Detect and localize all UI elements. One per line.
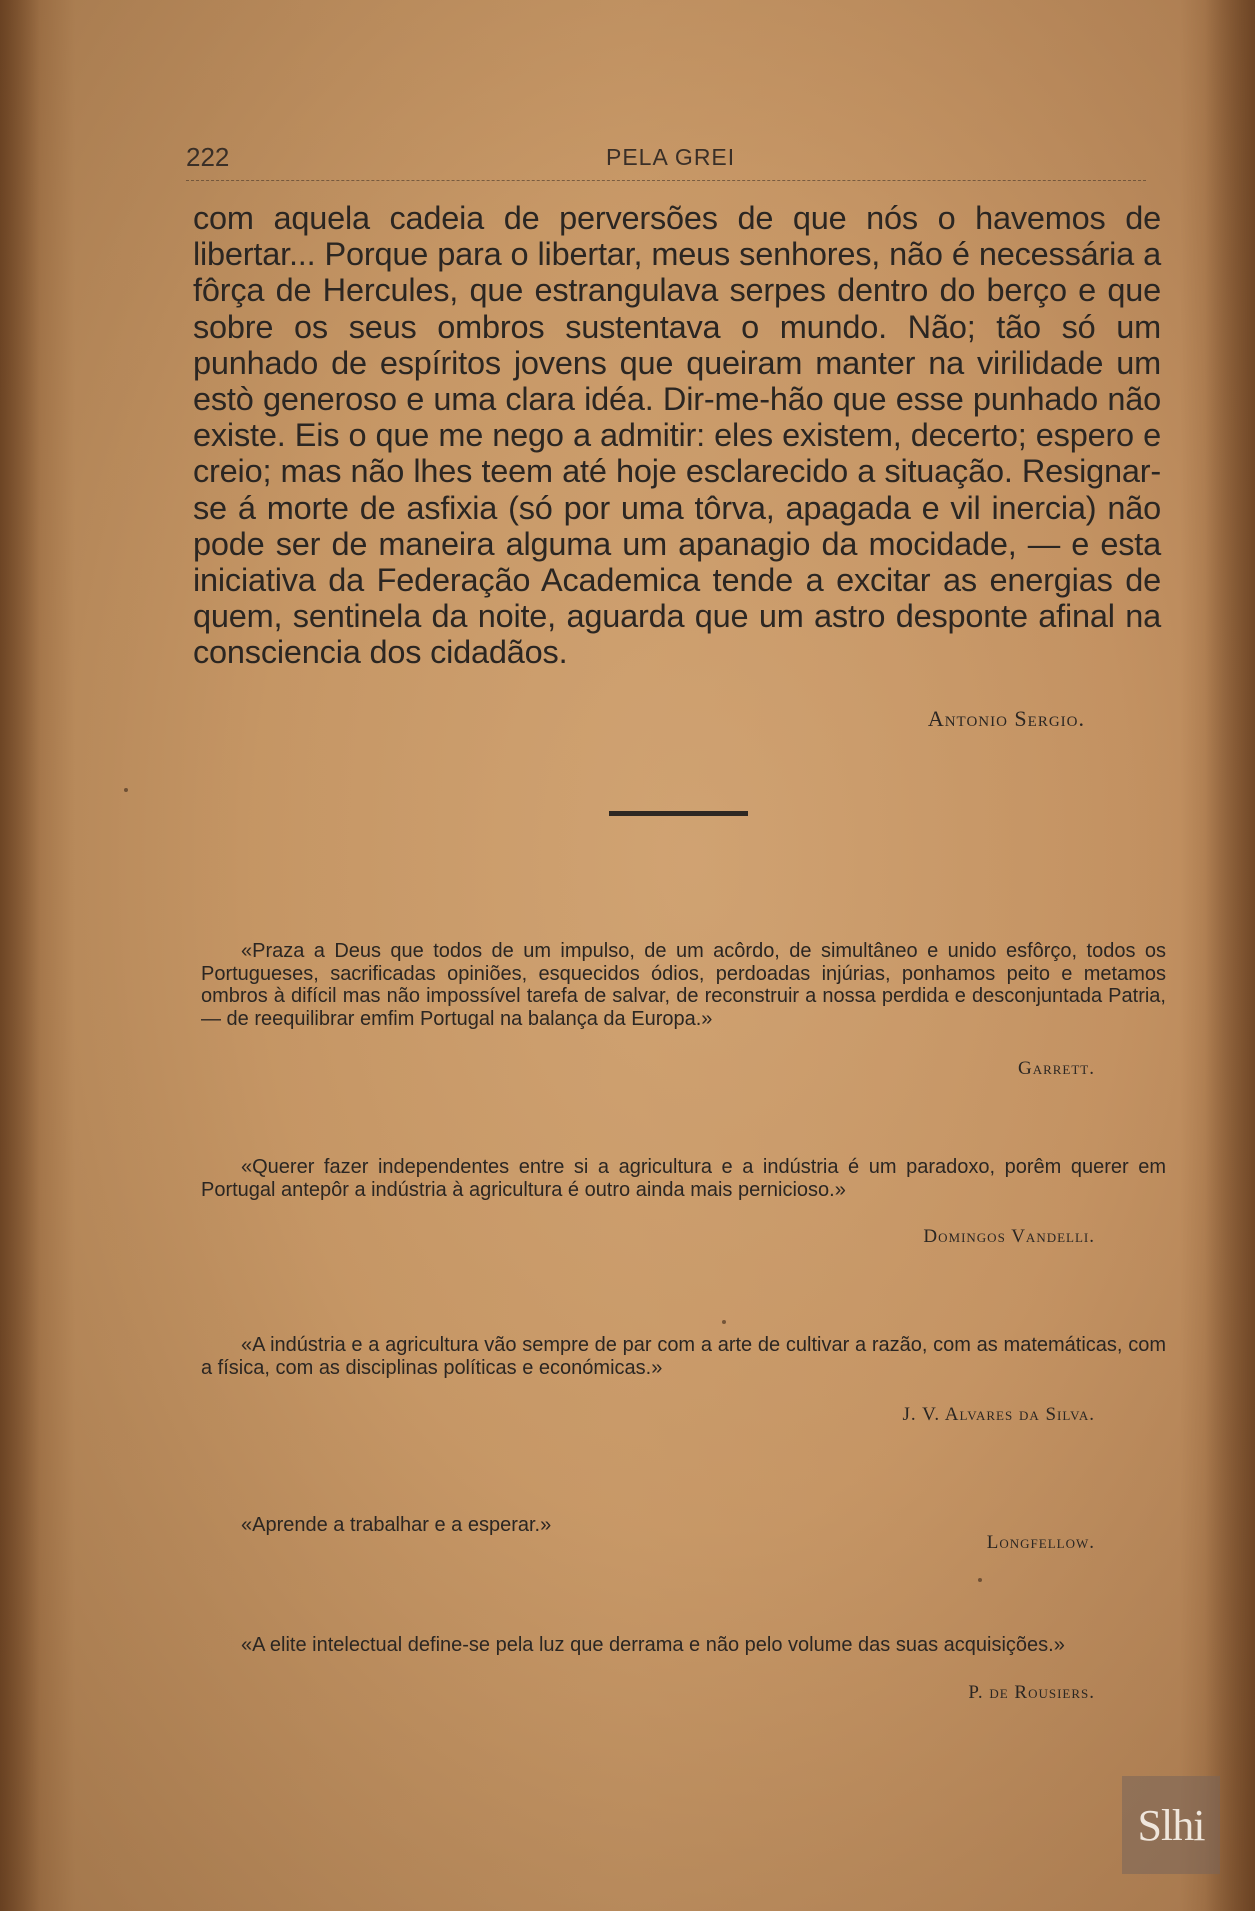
header-rule bbox=[186, 180, 1146, 181]
page-header bbox=[186, 142, 1146, 182]
main-paragraph: com aquela cadeia de perversões de que nós o havemos de libertar... Porque para o libertar, meus senhores, não é necessária a fôrça de Hercules, que estrangulava serpes dentro do berço e que sobre os seus ombros sustentava o mundo. Não; tão só um punhado de espíritos jovens que queiram manter na virilidade um estò generoso e uma clara idéa. Dir-me-hão que esse punhado não existe. Eis o que me nego a admitir: eles existem, decerto; espero e creio; mas não lhes teem até hoje esclarecido a situação. Resignar-se á morte de asfixia (só por uma tôrva, apagada e vil inercia) não pode ser de maneira alguma um apanagio da mocidade, — e esta iniciativa da Federação Academica tende a excitar as energias de quem, sentinela da noite, aguarda que um astro desponte afinal na consciencia dos cidadãos. bbox=[193, 200, 1161, 671]
quote-vandelli: «Querer fazer independentes entre si a agricultura e a indústria é um paradoxo, porêm querer em Portugal antepôr a indústria à agricultura é outro ainda mais pernicioso.» bbox=[201, 1156, 1166, 1201]
paper-speck bbox=[722, 1320, 726, 1324]
signature: Antonio Sergio. bbox=[927, 706, 1085, 731]
quote-rousiers: «A elite intelectual define-se pela luz que derrama e não pelo volume das suas acquisições.» bbox=[241, 1634, 1065, 1656]
quote-author-garrett: Garrett. bbox=[1017, 1058, 1095, 1079]
paper-speck bbox=[124, 788, 128, 792]
quote-author-vandelli: Domingos Vandelli. bbox=[923, 1226, 1095, 1247]
quote-author-longfellow: Longfellow. bbox=[986, 1532, 1095, 1553]
paper-speck bbox=[978, 1578, 982, 1582]
quote-author-rousiers: P. de Rousiers. bbox=[968, 1682, 1095, 1703]
quote-author-alvares: J. V. Alvares da Silva. bbox=[902, 1404, 1095, 1425]
section-divider bbox=[609, 811, 748, 816]
quote-alvares: «A indústria e a agricultura vão sempre de par com a arte de cultivar a razão, com as matemáticas, com a física, com as disciplinas políticas e económicas.» bbox=[201, 1334, 1166, 1379]
page-number: 222 bbox=[186, 142, 230, 172]
page-edge-shadow-left bbox=[0, 0, 40, 1911]
quote-longfellow: «Aprende a trabalhar e a esperar.» bbox=[241, 1514, 552, 1536]
page-edge-shadow-right bbox=[1205, 0, 1255, 1911]
running-title: PELA GREI bbox=[606, 144, 736, 170]
quote-garrett: «Praza a Deus que todos de um impulso, de um acôrdo, de simultâneo e unido esfôrço, todos os Portugueses, sacrificadas opiniões, esquecidos ódios, perdoadas injúrias, ponhamos peito e metamos ombros à difícil mas não impossível tarefa de salvar, de reconstruir a nossa perdida e desconjuntada Patria, — de reequilibrar emfim Portugal na balança da Europa.» bbox=[201, 940, 1166, 1030]
watermark-logo: Slhi bbox=[1122, 1776, 1220, 1874]
